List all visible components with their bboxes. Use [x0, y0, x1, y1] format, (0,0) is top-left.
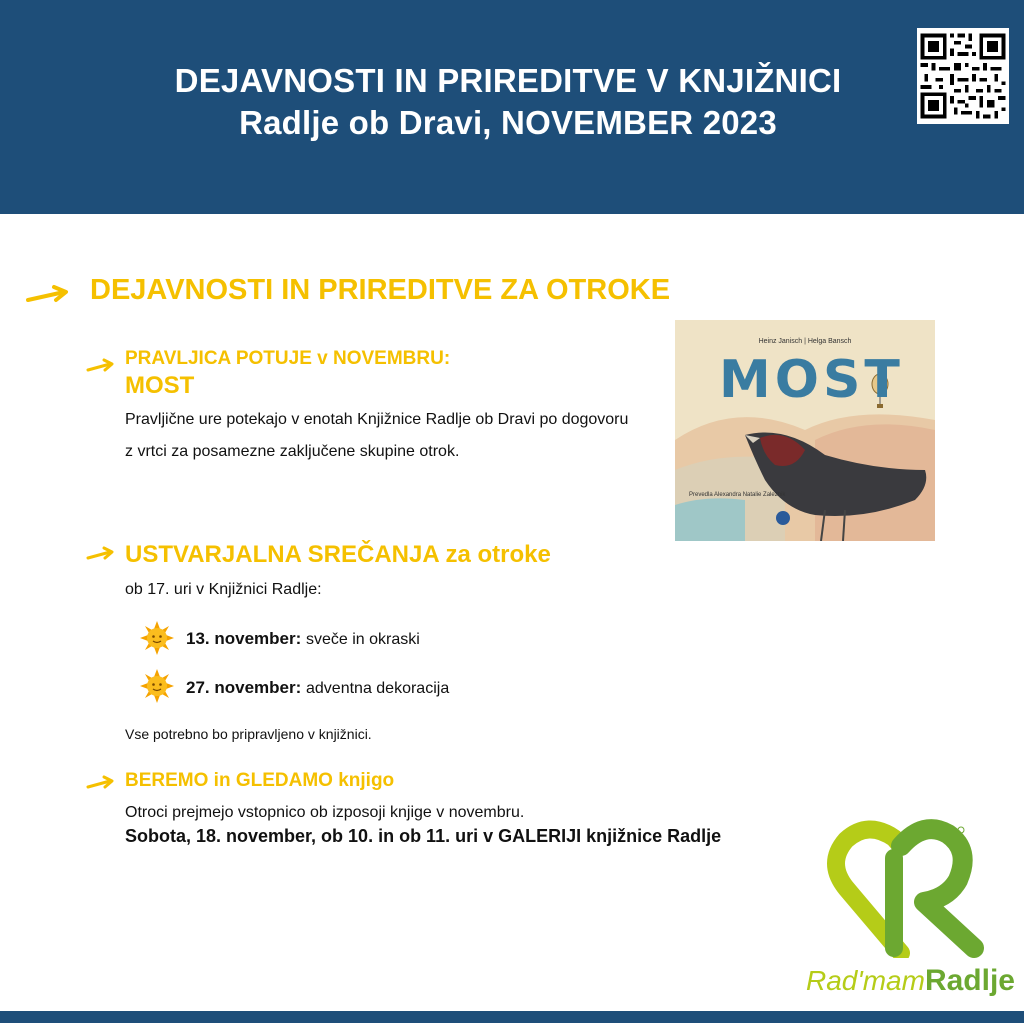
arrow-right-icon: [86, 546, 116, 562]
header-title-line2: Radlje ob Dravi, NOVEMBER 2023: [239, 104, 777, 141]
book-translator: Prevedla Alexandra Natalie Zaleznik: [689, 492, 786, 498]
ustvarjalna-item-2: [186, 678, 449, 698]
sun-icon: [140, 621, 174, 655]
pravljica-line2: z vrtci za posamezne zaključene skupine otrok.: [125, 443, 460, 460]
qr-code-icon[interactable]: [917, 28, 1009, 124]
ustvarjalna-intro: ob 17. uri v Knjižnici Radlje:: [125, 581, 322, 598]
section-title: DEJAVNOSTI IN PRIREDITVE ZA OTROKE: [90, 274, 671, 306]
item-desc: sveče in okraski: [306, 631, 420, 648]
ustvarjalna-title: USTVARJALNA SREČANJA za otroke: [125, 541, 551, 568]
ustvarjalna-note: Vse potrebno bo pripravljeno v knjižnici.: [125, 726, 372, 742]
beremo-title: BEREMO in GLEDAMO knjigo: [125, 770, 395, 791]
book-title: MOST: [719, 350, 904, 410]
arrow-right-icon: [86, 775, 116, 791]
ustvarjalna-item-1: [186, 629, 420, 649]
item-date: 13. november:: [186, 629, 302, 648]
arrow-right-icon: [86, 358, 116, 374]
footer-bar: [0, 1011, 1024, 1023]
arrow-right-icon: [26, 284, 70, 306]
beremo-line1: Otroci prejmejo vstopnico ob izposoji knjige v novembru.: [125, 804, 525, 821]
logo-text-b: Radlje: [924, 964, 1015, 997]
pravljica-line1: Pravljične ure potekajo v enotah Knjižnice Radlje ob Dravi po dogovoru: [125, 411, 629, 428]
heart-r-logo-icon: [806, 818, 1006, 958]
header-banner: [0, 0, 1024, 214]
logo-wordmark: [806, 964, 1015, 998]
item-date: 27. november:: [186, 678, 302, 697]
beremo-line2: Sobota, 18. november, ob 10. in ob 11. uri v GALERIJI knjižnice Radlje: [125, 826, 722, 846]
pravljica-title: PRAVLJICA POTUJE v NOVEMBRU:: [125, 348, 451, 369]
pravljica-subtitle: MOST: [125, 372, 195, 399]
logo-text-a: Rad'mam: [806, 965, 925, 996]
radmam-radlje-logo: [806, 818, 1015, 998]
item-desc: adventna dekoracija: [306, 680, 450, 697]
book-cover-image: [675, 320, 935, 541]
header-title-line1: DEJAVNOSTI IN PRIREDITVE V KNJIŽNICI: [174, 62, 842, 99]
sun-icon: [140, 669, 174, 703]
book-authors: Heinz Janisch | Helga Bansch: [758, 338, 852, 345]
